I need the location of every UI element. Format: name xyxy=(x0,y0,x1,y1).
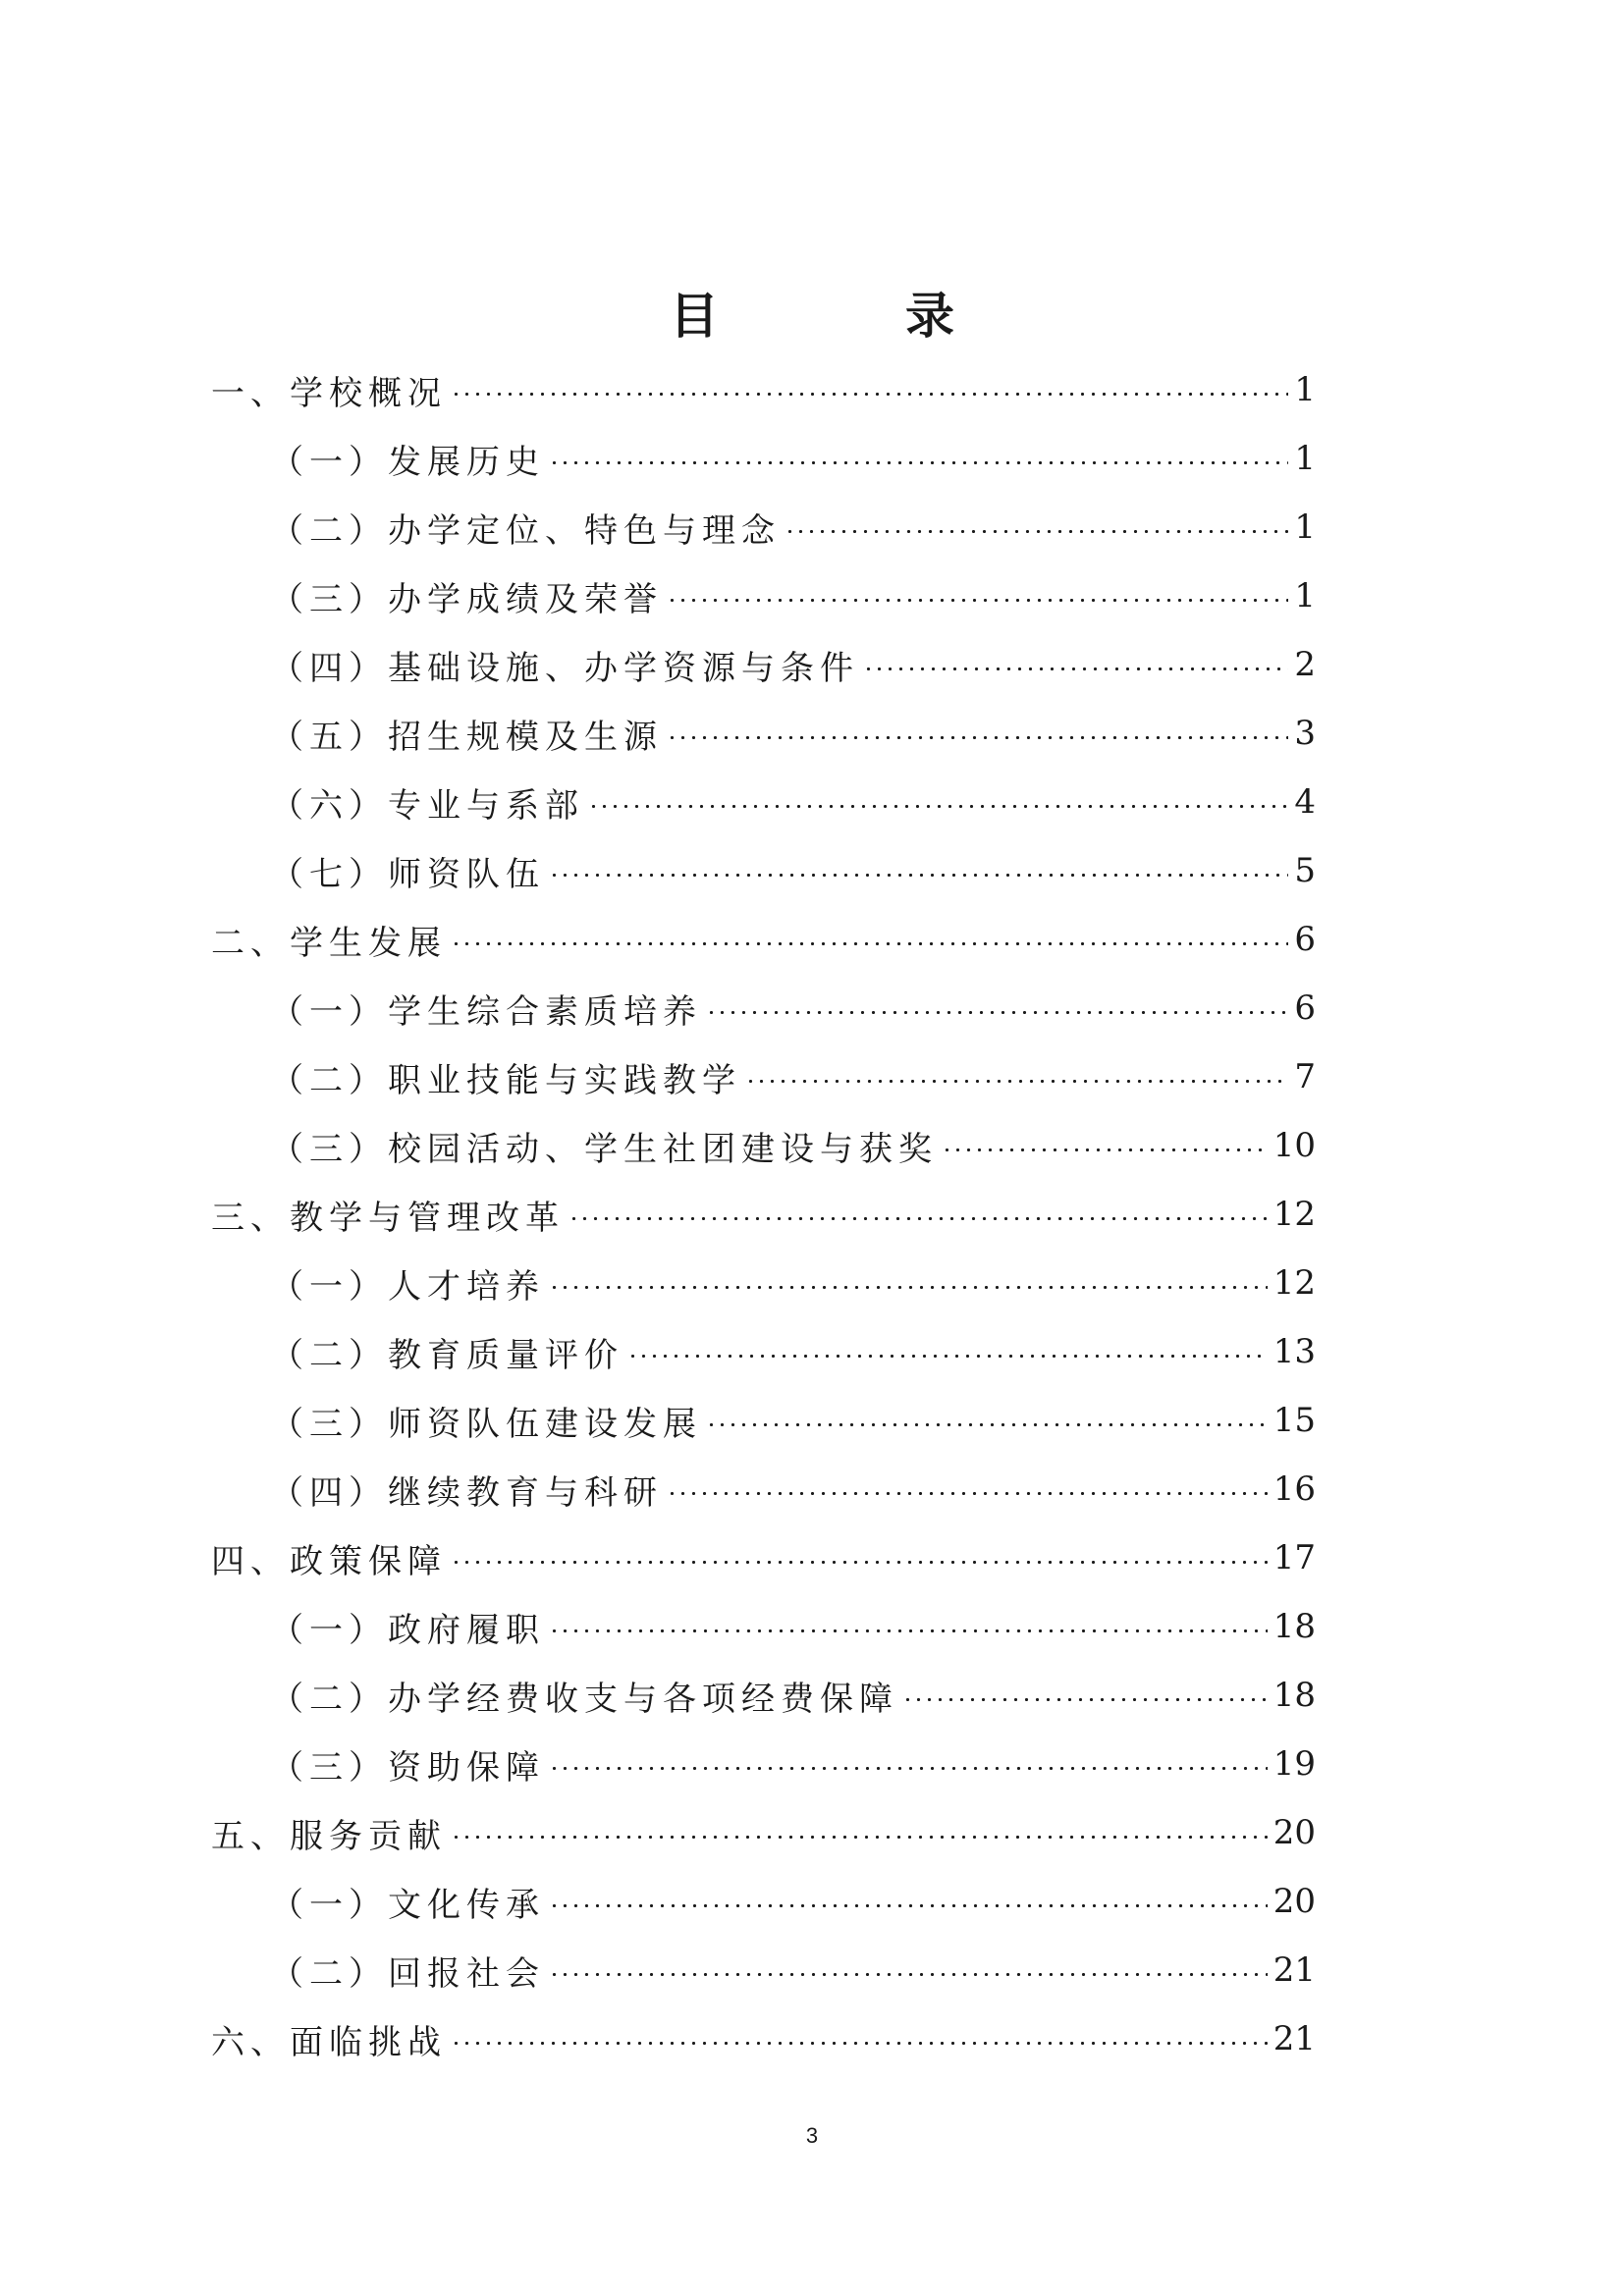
toc-entry-label: （三）办学成绩及荣誉 xyxy=(270,579,663,619)
toc-entry-label: 二、学生发展 xyxy=(211,923,447,963)
toc-subsection-entry[interactable] xyxy=(211,424,1316,493)
toc-entry-page-number: 15 xyxy=(1272,1401,1316,1440)
toc-section-entry[interactable] xyxy=(211,355,1316,424)
dot-leader xyxy=(863,667,1288,670)
toc-entry-page-number: 6 xyxy=(1294,988,1316,1028)
dot-leader xyxy=(588,805,1288,808)
dot-leader xyxy=(627,1355,1268,1358)
toc-entry-label: （一）人才培养 xyxy=(270,1266,545,1307)
toc-entry-page-number: 4 xyxy=(1294,782,1316,822)
toc-section-entry[interactable] xyxy=(211,2004,1316,2073)
dot-leader xyxy=(549,1767,1268,1770)
toc-entry-label: （四）基础设施、办学资源与条件 xyxy=(270,648,859,688)
toc-entry-page-number: 3 xyxy=(1294,714,1316,753)
dot-leader xyxy=(706,1011,1288,1014)
toc-entry-page-number: 18 xyxy=(1272,1676,1316,1715)
dot-leader xyxy=(549,874,1288,877)
toc-entry-page-number: 12 xyxy=(1272,1195,1316,1234)
toc-entry-label: （二）回报社会 xyxy=(270,1953,545,1994)
toc-entry-page-number: 1 xyxy=(1294,507,1316,547)
dot-leader xyxy=(549,1973,1268,1976)
toc-subsection-entry[interactable] xyxy=(211,1386,1316,1455)
page-number: 3 xyxy=(805,2123,819,2148)
toc-subsection-entry[interactable] xyxy=(211,699,1316,768)
toc-entry-page-number: 1 xyxy=(1294,439,1316,478)
toc-entry-label: （二）教育质量评价 xyxy=(270,1335,623,1375)
toc-entry-label: （一）学生综合素质培养 xyxy=(270,991,702,1032)
dot-leader xyxy=(451,393,1288,396)
dot-leader xyxy=(549,1629,1268,1632)
toc-entry-label: （三）师资队伍建设发展 xyxy=(270,1404,702,1444)
toc-entry-label: （四）继续教育与科研 xyxy=(270,1472,663,1513)
toc-entry-page-number: 1 xyxy=(1294,576,1316,615)
toc-subsection-entry[interactable] xyxy=(211,1661,1316,1730)
toc-entry-label: 五、服务贡献 xyxy=(211,1816,447,1856)
dot-leader xyxy=(451,1836,1268,1839)
dot-leader xyxy=(568,1217,1268,1220)
toc-entry-label: （一）文化传承 xyxy=(270,1885,545,1925)
toc-entry-label: （五）招生规模及生源 xyxy=(270,717,663,757)
toc-subsection-entry[interactable] xyxy=(211,1317,1316,1386)
toc-section-entry[interactable] xyxy=(211,905,1316,974)
dot-leader xyxy=(549,1904,1268,1907)
toc-section-entry[interactable] xyxy=(211,1523,1316,1592)
toc-entry-page-number: 21 xyxy=(1272,2019,1316,2058)
dot-leader xyxy=(667,599,1288,602)
toc-entry-page-number: 12 xyxy=(1272,1263,1316,1303)
dot-leader xyxy=(785,530,1288,533)
toc-entry-label: （二）办学定位、特色与理念 xyxy=(270,510,781,551)
toc-entry-page-number: 10 xyxy=(1272,1126,1316,1165)
dot-leader xyxy=(942,1148,1268,1151)
toc-entry-page-number: 21 xyxy=(1272,1950,1316,1990)
toc-subsection-entry[interactable] xyxy=(211,1730,1316,1798)
toc-entry-label: 一、学校概况 xyxy=(211,373,447,413)
toc-entry-label: （六）专业与系部 xyxy=(270,785,584,826)
toc-entry-label: （七）师资队伍 xyxy=(270,854,545,894)
toc-subsection-entry[interactable] xyxy=(211,1867,1316,1936)
dot-leader xyxy=(745,1080,1288,1083)
toc-subsection-entry[interactable] xyxy=(211,493,1316,561)
toc-entry-page-number: 17 xyxy=(1272,1538,1316,1577)
toc-subsection-entry[interactable] xyxy=(211,630,1316,699)
toc-entry-page-number: 16 xyxy=(1272,1469,1316,1509)
toc-entry-page-number: 5 xyxy=(1294,851,1316,890)
toc-entry-label: （一）发展历史 xyxy=(270,442,545,482)
toc-entry-page-number: 18 xyxy=(1272,1607,1316,1646)
toc-entry-label: 三、教学与管理改革 xyxy=(211,1198,565,1238)
dot-leader xyxy=(451,1561,1268,1564)
toc-subsection-entry[interactable] xyxy=(211,1936,1316,2004)
table-of-contents xyxy=(211,355,1316,2073)
dot-leader xyxy=(667,736,1288,739)
toc-subsection-entry[interactable] xyxy=(211,768,1316,836)
toc-entry-label: 六、面临挑战 xyxy=(211,2022,447,2062)
toc-entry-label: 四、政策保障 xyxy=(211,1541,447,1581)
toc-title: 目 录 xyxy=(670,288,1023,345)
dot-leader xyxy=(549,461,1288,464)
toc-subsection-entry[interactable] xyxy=(211,1111,1316,1180)
toc-subsection-entry[interactable] xyxy=(211,561,1316,630)
toc-entry-page-number: 6 xyxy=(1294,920,1316,959)
toc-entry-label: （一）政府履职 xyxy=(270,1610,545,1650)
toc-entry-label: （二）办学经费收支与各项经费保障 xyxy=(270,1679,898,1719)
toc-subsection-entry[interactable] xyxy=(211,1592,1316,1661)
toc-subsection-entry[interactable] xyxy=(211,974,1316,1042)
toc-subsection-entry[interactable] xyxy=(211,1455,1316,1523)
toc-subsection-entry[interactable] xyxy=(211,1042,1316,1111)
dot-leader xyxy=(902,1698,1268,1701)
toc-subsection-entry[interactable] xyxy=(211,836,1316,905)
toc-subsection-entry[interactable] xyxy=(211,1249,1316,1317)
toc-entry-page-number: 2 xyxy=(1294,645,1316,684)
toc-entry-page-number: 19 xyxy=(1272,1744,1316,1784)
dot-leader xyxy=(451,942,1288,945)
toc-entry-page-number: 13 xyxy=(1272,1332,1316,1371)
dot-leader xyxy=(549,1286,1268,1289)
toc-section-entry[interactable] xyxy=(211,1180,1316,1249)
toc-entry-page-number: 1 xyxy=(1294,370,1316,409)
toc-entry-label: （三）校园活动、学生社团建设与获奖 xyxy=(270,1129,938,1169)
toc-entry-page-number: 20 xyxy=(1272,1882,1316,1921)
toc-entry-label: （三）资助保障 xyxy=(270,1747,545,1788)
toc-entry-label: （二）职业技能与实践教学 xyxy=(270,1060,741,1100)
dot-leader xyxy=(706,1423,1268,1426)
dot-leader xyxy=(451,2042,1268,2045)
toc-entry-page-number: 7 xyxy=(1294,1057,1316,1096)
dot-leader xyxy=(667,1492,1268,1495)
toc-entry-page-number: 20 xyxy=(1272,1813,1316,1852)
toc-section-entry[interactable] xyxy=(211,1798,1316,1867)
